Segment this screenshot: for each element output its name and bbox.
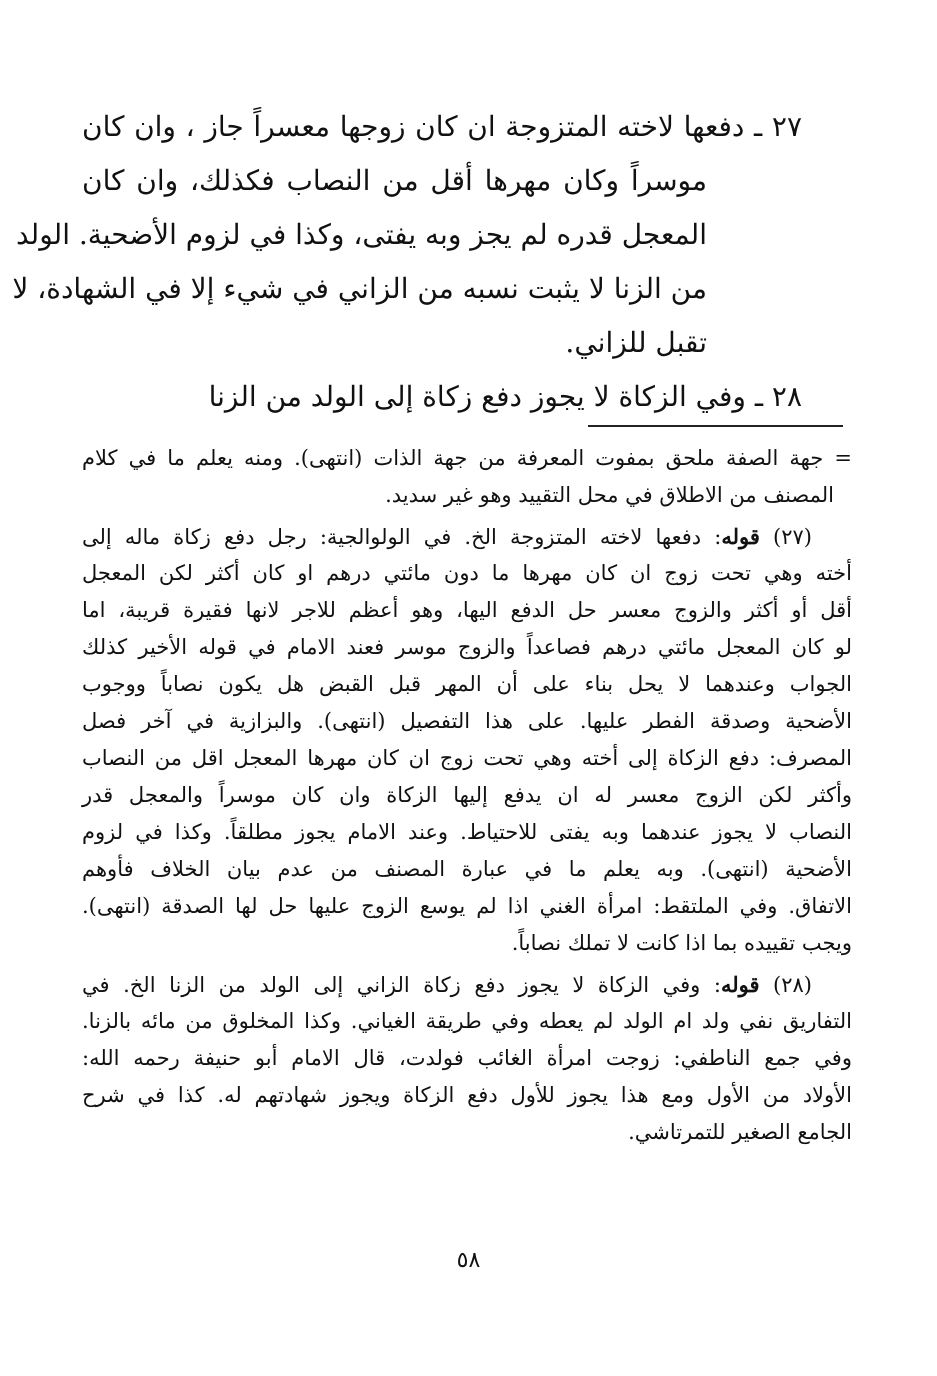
main-line-2: موسراً وكان مهرها أقل من النصاب فكذلك، وان كان xyxy=(82,164,707,197)
footnote-27-first-line xyxy=(82,518,852,555)
footnote-28-number: (٢٨) xyxy=(773,973,812,997)
footnote-line: ويجب تقييده بما اذا كانت لا تملك نصاباً. xyxy=(511,931,852,955)
main-text-block xyxy=(12,100,802,424)
main-line-6: ٢٨ ـ وفي الزكاة لا يجوز دفع زكاة إلى الولد من الزنا xyxy=(208,380,802,413)
footnote-line: النصاب لا يجوز عندهما وبه يفتى للاحتياط. وعند الامام يجوز مطلقاً. وكذا في لزوم xyxy=(82,820,852,844)
main-line-5: تقبل للزاني. xyxy=(565,326,707,359)
footnote-27-text: : دفعها لاخته المتزوجة الخ. في الولوالجية: رجل دفع زكاة ماله إلى xyxy=(82,525,722,549)
footnote-28-text: : وفي الزكاة لا يجوز دفع زكاة الزاني إلى الولد من الزنا الخ. في xyxy=(82,973,721,997)
footnote-line: أقل أو أكثر والزوج معسر حل الدفع اليها، وهو أعظم للاجر لانها فقيرة قريبة، اما xyxy=(82,598,852,622)
footnote-line: الجواب وعندهما لا يحل بناء على أن المهر قبل القبض هل يكون نصاباً ووجوب xyxy=(82,672,852,696)
footnote-line: أخته وهي تحت زوج ان كان مهرها ما دون مائتي درهم او كان أكثر لكن المعجل xyxy=(82,561,852,585)
main-line-4: من الزنا لا يثبت نسبه من الزاني في شيء إلا في الشهادة، لا xyxy=(12,272,707,305)
footnote-line: الجامع الصغير للتمرتاشي. xyxy=(628,1120,852,1144)
footnote-line: وفي جمع الناطفي: زوجت امرأة الغائب فولدت، قال الامام أبو حنيفة رحمه الله: xyxy=(82,1046,852,1070)
footnote-line: لو كان المعجل مائتي درهم فصاعداً والزوج موسر فعند الامام في قوله الأخير كذلك xyxy=(82,635,852,659)
footnote-line: التفاريق نفي ولد ام الولد لم يعطه وفي طريقة الغياني. وكذا المخلوق من مائه بالزنا. xyxy=(82,1009,852,1033)
footnote-27-label: قوله xyxy=(721,524,760,549)
main-line-3: المعجل قدره لم يجز وبه يفتى، وكذا في لزوم الأضحية. الولد xyxy=(15,218,707,251)
footnote-separator xyxy=(588,425,843,427)
footnote-line: المصنف من الاطلاق في محل التقييد وهو غير سديد. xyxy=(385,483,834,507)
footnotes-block xyxy=(82,440,852,1151)
footnote-line: المصرف: دفع الزكاة إلى أخته وهي تحت زوج ان كان مهرها المعجل اقل من النصاب xyxy=(82,746,852,770)
footnote-line: وأكثر لكن الزوج معسر له ان يدفع إليها الزكاة وان كان موسراً والمعجل قدر xyxy=(82,783,852,807)
footnote-line: الاتفاق. وفي الملتقط: امرأة الغني اذا لم يوسع الزوج عليها حل لها الصدقة (انتهى). xyxy=(82,894,852,918)
main-line-1: ٢٧ ـ دفعها لاخته المتزوجة ان كان زوجها معسراً جاز ، وان كان xyxy=(82,110,802,143)
footnote-line: الأضحية وصدقة الفطر عليها. على هذا التفصيل (انتهى). والبزازية في آخر فصل xyxy=(82,709,852,733)
page-number: ٥٨ xyxy=(456,1248,481,1273)
footnote-line: الأولاد من الأول ومع هذا يجوز للأول دفع الزكاة ويجوز شهادتهم له. كذا في شرح xyxy=(82,1083,852,1107)
footnote-27-number: (٢٧) xyxy=(773,525,812,549)
footnote-28-first-line xyxy=(82,966,852,1003)
footnote-line: الأضحية (انتهى). وبه يعلم ما في عبارة المصنف من عدم بيان الخلاف فأوهم xyxy=(82,857,852,881)
footnote-line: = جهة الصفة ملحق بمفوت المعرفة من جهة الذات (انتهى). ومنه يعلم ما في كلام xyxy=(82,446,852,470)
footnote-28-label: قوله xyxy=(720,972,760,997)
